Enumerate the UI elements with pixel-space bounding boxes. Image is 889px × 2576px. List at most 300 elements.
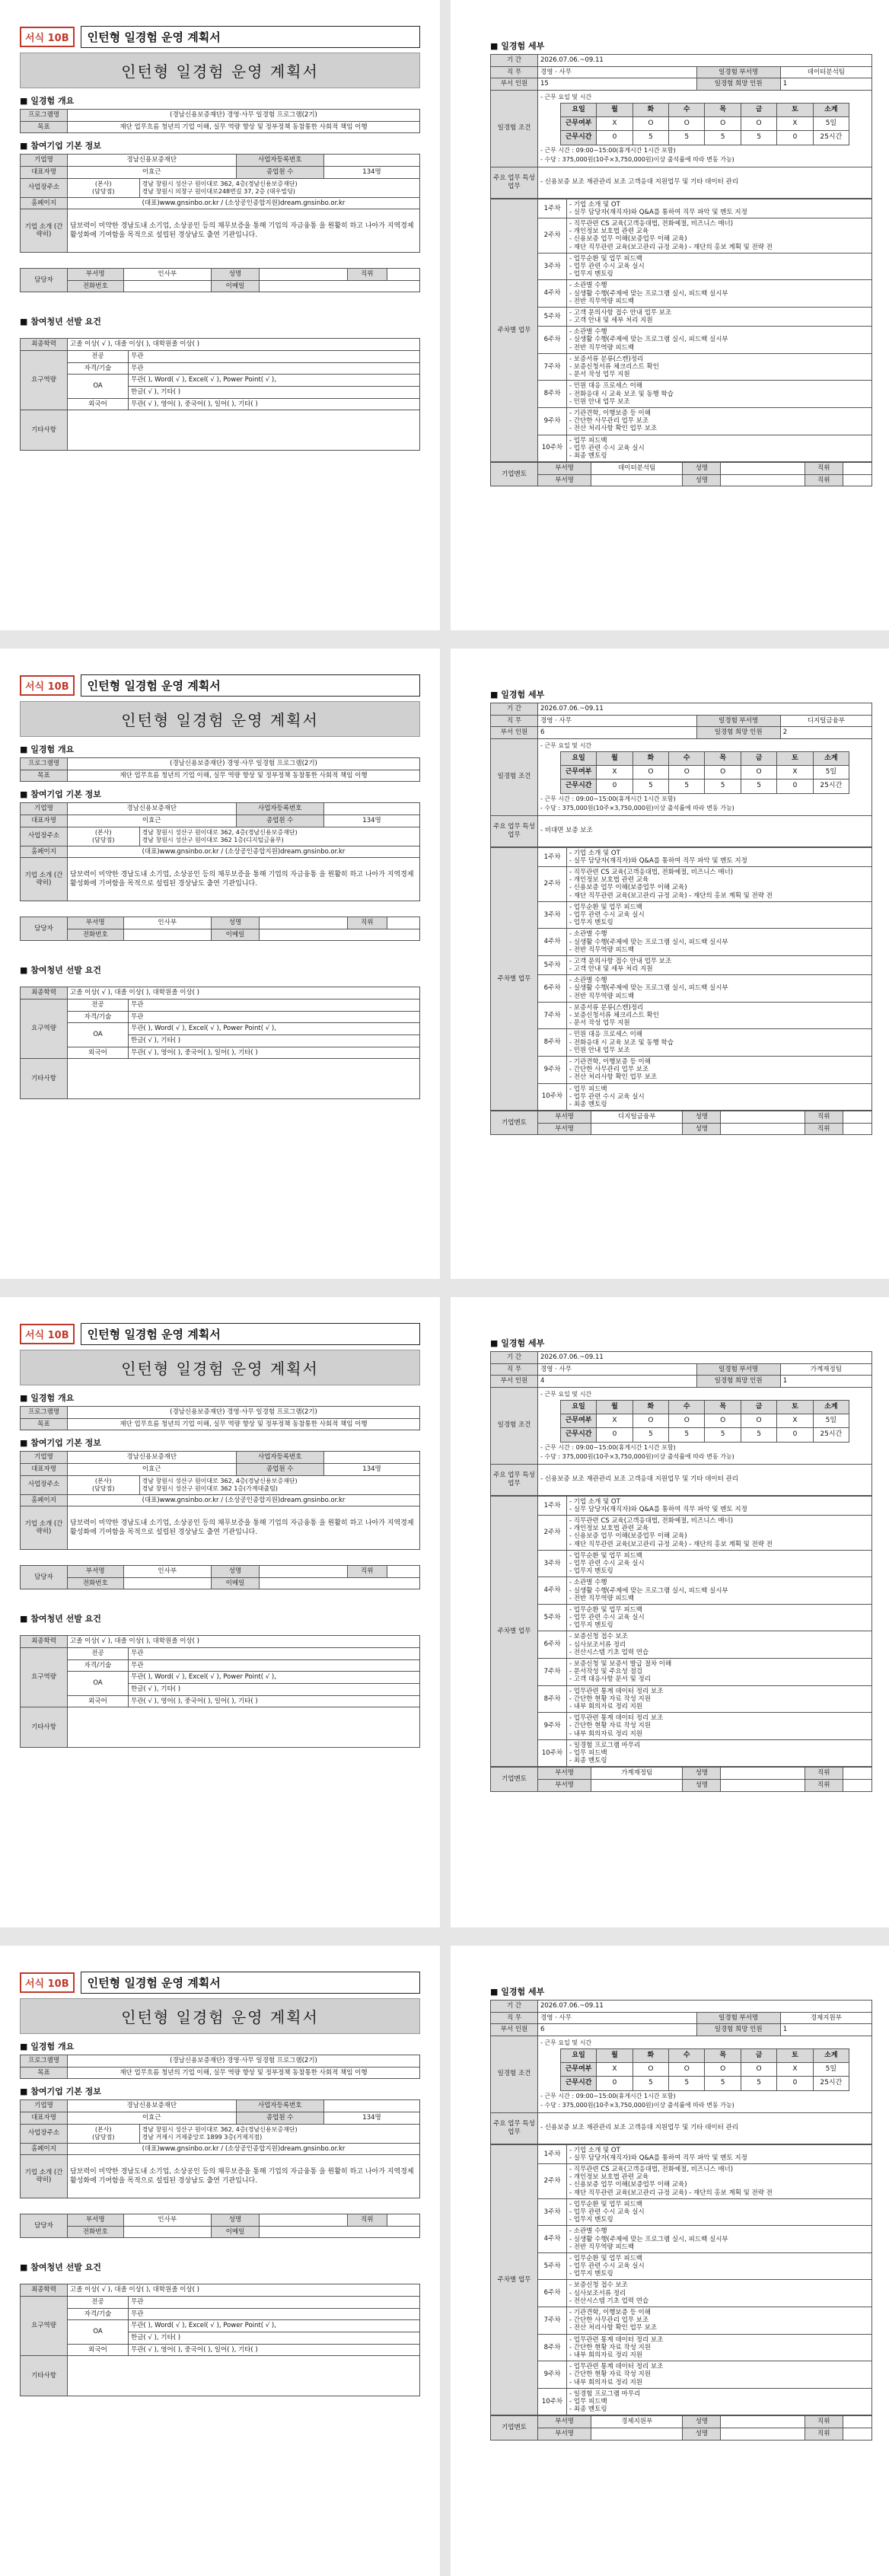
mentor-position-label: 직위 [805,2416,843,2428]
homepage-link[interactable]: (대표)www.gnsinbo.or.kr / (소상공인종합지원)dream.gnsinbo.or.kr [68,1494,420,1506]
address-line-branch: 경남 창원시 성산구 원이대로 362 1층(가계대출팀) [142,1484,278,1492]
week-row [491,1029,872,1057]
count-value: 4 [538,1376,697,1388]
contact-email-label: 이메일 [212,280,260,292]
company-intro: 담보력이 미약한 경남도내 소기업, 소상공인 등의 채무보증을 통해 기업의 자금융통 을 원활히 하고 나아가 지역경제 활성화에 기여함을 목적으로 설립된 경상남도 출연 기관입니다. [68,858,420,901]
work-schedule-table [560,2048,849,2091]
contact-position-label: 직위 [347,2214,387,2227]
job-value: 경영 · 사무 [538,66,697,78]
workday-cell: O [632,117,668,131]
period-label: 기 간 [491,55,538,67]
section-overview-heading: ■ 일경험 개요 [20,94,420,107]
mentor2-name [721,2428,805,2440]
contact-name-label: 성명 [212,1566,260,1578]
req-cert-label: 자격/기술 [68,2308,129,2320]
contact-label: 담당자 [21,269,68,292]
job-label: 직 무 [491,1363,538,1376]
week-number: 2주차 [538,2164,567,2199]
main-duty-label: 주요 업무 특성 업무 [491,1464,538,1495]
mentor-table [490,1767,872,1791]
mentor2-dept [591,474,683,486]
mentor2-position [843,474,871,486]
workday-cell: X [777,2063,813,2077]
workhour-cell: 5 [669,2077,705,2090]
workday-cell: 5일 [813,2063,849,2077]
address-values [139,178,420,197]
form-number-badge: 서식 10B [20,27,75,47]
dept-value: 데이터분석팀 [780,66,871,78]
contact-phone-label: 전화번호 [68,1577,124,1589]
req-major-label: 전공 [68,351,129,363]
week-row [491,929,872,956]
week-tasks: - 기업 소개 및 OT - 실무 담당자(재직자)와 Q&A를 통하여 직무 파악 및 멘토 지정 [567,199,872,218]
period-value: 2026.07.06.~09.11 [538,703,872,716]
goal-label: 목표 [21,770,68,782]
week-number: 10주차 [538,2388,567,2415]
mentor-name [721,463,805,475]
contact-email [260,280,420,292]
document-banner-title: 인턴형 일경험 운영 계획서 [20,53,420,88]
mentor2-position [843,1779,871,1791]
workhour-cell: 0 [777,779,813,793]
conditions-cell [538,1387,872,1464]
mentor-dept: 가계재정팀 [591,1768,683,1780]
contact-label: 담당자 [21,1566,68,1589]
company-name: 경남신용보증재단 [68,1452,237,1464]
document-head-title: 인턴형 일경험 운영 계획서 [81,1323,420,1345]
week-number: 1주차 [538,2144,567,2163]
period-label: 기 간 [491,703,538,716]
workhour-cell: 5 [669,131,705,145]
contact-name [260,2214,348,2227]
week-row [491,2280,872,2307]
week-number: 6주차 [538,1631,567,1659]
week-tasks: - 업무순환 및 업무 피드백 - 업무 관련 수시 교육 실시 - 업무지 멘토링 [567,2252,872,2280]
employee-count-label: 종업원 수 [236,1463,324,1475]
weekday-header: 요일 [560,2048,596,2062]
count-value: 15 [538,78,697,91]
weekday-header: 토 [777,2048,813,2062]
workhour-row [560,1428,849,1442]
contact-position [387,917,420,929]
weekly-duty-body [491,847,872,1110]
job-label: 직 무 [491,66,538,78]
pay-line: - 수당 : 375,000원(10주×3,750,000원)이상 출석률에 따라 변동 가능) [540,155,734,163]
etc-label: 기타사항 [21,1707,68,1748]
mentor-table [490,1111,872,1135]
work-time-line: - 근무 시간 : 09:00~15:00(휴게시간 1시간 포함) [540,795,676,802]
detail-table [490,703,872,847]
req-cert: 무관 [129,2308,420,2320]
contact-dept-label: 부서명 [68,269,124,281]
req-major: 무관 [129,999,420,1012]
req-major: 무관 [129,1648,420,1660]
workday-cell: O [632,2063,668,2077]
rep-name: 이효근 [68,1463,237,1475]
week-row [491,2226,872,2253]
week-row [491,1685,872,1713]
section-overview-heading: ■ 일경험 개요 [20,1392,420,1404]
week-tasks: - 직무관련 CS 교육(고객응대법, 전화예절, 비즈니스 매너) - 개인정보 보호법 관련 교육 - 신용보증 업무 이해(보증업무 이해 교육) - 재단 직무관련 교육(보고관리 규정 교육) - 재단의 홍보 계획 및 전략 전 [567,1516,872,1551]
bizno-value [324,1452,420,1464]
week-number: 4주차 [538,1577,567,1605]
main-duty-text: - 신용보증 보조 재관관리 보조 고객응대 지원업무 및 기타 데이터 관리 [538,2112,872,2144]
weekday-header: 화 [632,751,668,765]
weekday-header: 금 [741,2048,776,2062]
req-language-label: 외국어 [68,2344,129,2356]
address-line-branch: 경남 창원시 성산구 원이대로 362 1층(디지털금융부) [142,836,284,843]
weekly-duty-body [491,1496,872,1767]
week-row [491,1083,872,1111]
mentor-dept: 경제지원부 [591,2416,683,2428]
section-overview-heading: ■ 일경험 개요 [20,743,420,755]
goal-label: 목표 [21,1418,68,1430]
week-tasks: - 업무순환 및 업무 피드백 - 업무 관련 수시 교육 실시 - 업무지 멘토링 [567,253,872,280]
workhour-cell: 25시간 [813,1428,849,1442]
form-number-badge: 서식 10B [20,675,75,696]
document-spread [0,1297,889,1927]
document-spread [0,0,889,630]
workday-cell: O [632,1414,668,1428]
pay-line: - 수당 : 375,000원(10주×3,750,000원)이상 출석률에 따라 변동 가능) [540,2101,734,2109]
goal-label: 목표 [21,121,68,133]
week-row [491,1631,872,1659]
weekly-duty-body [491,199,872,461]
address-tag-branch: (담당점) [92,187,115,195]
week-row [491,2388,872,2415]
req-competency-label: 요구역량 [21,351,68,410]
homepage-label: 홈페이지 [21,1494,68,1506]
address-label: 사업장주소 [21,827,68,846]
dept-label: 일경험 부서명 [696,2012,780,2024]
week-row [491,218,872,253]
workday-cell: O [741,117,776,131]
week-tasks: - 업무관련 통계 데이터 정리 보조 - 간단한 현황 자료 작성 지원 - 내부 회의자료 정리 지원 [567,2334,872,2361]
week-number: 10주차 [538,1739,567,1767]
employee-count-label: 종업원 수 [236,2112,324,2124]
workhour-cell: 5 [669,1428,705,1442]
form-number-badge: 서식 10B [20,1324,75,1344]
section-company-heading: ■ 참여기업 기본 정보 [20,788,420,800]
workhour-cell: 0 [777,1428,813,1442]
document-header [20,1323,420,1345]
program-label: 프로그램명 [21,1407,68,1419]
week-tasks: - 기업 소개 및 OT - 실무 담당자(재직자)와 Q&A를 통하여 직무 파악 및 멘토 지정 [567,847,872,866]
program-label: 프로그램명 [21,758,68,770]
workhour-label: 근무시간 [560,1428,596,1442]
weekly-duty-table [490,2144,872,2416]
req-major-label: 전공 [68,1648,129,1660]
etc-label: 기타사항 [21,1059,68,1099]
document-head-title: 인턴형 일경험 운영 계획서 [81,674,420,697]
overview-table [20,2055,420,2079]
program-name: (경남신용보증재단) 경영·사무 일경험 프로그램(2기) [68,2055,420,2067]
section-requirements-heading: ■ 참여청년 선발 요건 [20,1612,420,1624]
week-number: 5주차 [538,2252,567,2280]
mentor2-dept [591,1123,683,1135]
weekday-header: 목 [705,1400,741,1414]
intern-count-value: 1 [780,1376,871,1388]
week-number: 6주차 [538,327,567,354]
weekday-row [560,2048,849,2062]
section-company-heading: ■ 참여기업 기본 정보 [20,139,420,151]
req-education: 고졸 이상( √ ), 대졸 이상( ), 대학원졸 이상( ) [68,339,420,351]
workday-cell: X [597,1414,632,1428]
workday-row [560,766,849,779]
etc-value [68,410,420,451]
week-tasks: - 기관견학, 이행보증 등 이해 - 간단한 사무관리 업무 보조 - 전산 처리사항 확인 업무 보조 [567,2307,872,2335]
req-major: 무관 [129,351,420,363]
intern-count-value: 1 [780,2024,871,2036]
weekday-header: 월 [597,2048,632,2062]
address-tags [68,1475,140,1494]
dept-value: 경제지원부 [780,2012,871,2024]
mentor-name [721,1768,805,1780]
company-name: 경남신용보증재단 [68,803,237,815]
mentor-label: 기업멘토 [491,1111,538,1135]
week-number: 5주차 [538,307,567,326]
homepage-link[interactable]: (대표)www.gnsinbo.or.kr / (소상공인종합지원)dream.gnsinbo.or.kr [68,197,420,209]
rep-name: 이효근 [68,815,237,827]
mentor2-name [721,1779,805,1791]
detail-table [490,2000,872,2144]
company-info-table [20,2099,420,2198]
requirements-table [20,987,420,1099]
workday-cell: O [632,766,668,779]
period-label: 기 간 [491,1352,538,1364]
workday-cell: 5일 [813,117,849,131]
week-number: 3주차 [538,2198,567,2226]
document-spread [0,649,889,1279]
req-cert-label: 자격/기술 [68,1011,129,1023]
address-line-branch: 경남 거제시 거제중앙로 1899 3층(거제지점) [142,2133,263,2141]
employee-count-label: 종업원 수 [236,815,324,827]
company-info-table [20,1451,420,1550]
employee-count: 134명 [324,1463,420,1475]
req-education: 고졸 이상( √ ), 대졸 이상( ), 대학원졸 이상( ) [68,1636,420,1648]
intern-count-value: 1 [780,78,871,91]
req-cert-label: 자격/기술 [68,362,129,375]
mentor-dept: 데이터분석팀 [591,463,683,475]
mentor2-name-label: 성명 [683,1779,721,1791]
mentor-label: 기업멘토 [491,2416,538,2440]
job-value: 경영 · 사무 [538,715,697,727]
contact-label: 담당자 [21,917,68,941]
company-info-table [20,802,420,901]
bizno-label: 사업자등록번호 [236,803,324,815]
req-language: 무관( √ ), 영어( ), 중국어( ), 일어( ), 기타( ) [129,1047,420,1059]
mentor2-position [843,1123,871,1135]
address-label: 사업장주소 [21,2124,68,2143]
conditions-heading: - 근무 요일 및 시간 [540,741,592,749]
req-oa-label: OA [68,1672,129,1695]
week-number: 8주차 [538,381,567,408]
document-banner-title: 인턴형 일경험 운영 계획서 [20,1998,420,2034]
contact-dept-label: 부서명 [68,1566,124,1578]
bizno-value [324,803,420,815]
mentor2-name [721,474,805,486]
mentor-position [843,1111,871,1124]
mentor2-dept-label: 부서명 [538,2428,591,2440]
rep-label: 대표자명 [21,815,68,827]
week-tasks: - 업무순환 및 업무 피드백 - 업무 관련 수시 교육 실시 - 업무지 멘토링 [567,1550,872,1577]
plan-page-right [451,1297,889,1927]
req-education-label: 최종학력 [21,339,68,351]
company-name: 경남신용보증재단 [68,2100,237,2112]
workday-cell: X [597,117,632,131]
overview-table [20,1406,420,1430]
contact-name [260,269,348,281]
form-number-badge: 서식 10B [20,1972,75,1993]
homepage-link[interactable]: (대표)www.gnsinbo.or.kr / (소상공인종합지원)dream.gnsinbo.or.kr [68,846,420,858]
week-number: 9주차 [538,407,567,435]
week-tasks: - 소관별 수행 - 실생활 수행(주제에 맞는 프로그램 실시, 피드백 실시부 - 전반 직무역량 피드백 [567,327,872,354]
week-row [491,307,872,326]
intern-count-label: 일경험 희망 인원 [696,2024,780,2036]
intern-count-label: 일경험 희망 인원 [696,78,780,91]
contact-phone [123,2226,212,2238]
mentor2-position [843,2428,871,2440]
overview-table [20,757,420,782]
req-oa-line-2: 한글( √ ), 기타( ) [129,2332,420,2344]
overview-table [20,109,420,133]
plan-page-right [451,0,889,630]
week-number: 8주차 [538,1029,567,1057]
req-language: 무관( √ ), 영어( ), 중국어( ), 일어( ), 기타( ) [129,398,420,410]
job-label: 직 무 [491,715,538,727]
contact-email [260,2226,420,2238]
work-time-line: - 근무 시간 : 09:00~15:00(휴게시간 1시간 포함) [540,1443,676,1451]
dept-value: 가계재정팀 [780,1363,871,1376]
conditions-cell [538,2036,872,2112]
workhour-cell: 5 [705,779,741,793]
workhour-cell: 5 [632,779,668,793]
req-major-label: 전공 [68,999,129,1012]
weekday-row [560,1400,849,1414]
contact-position-label: 직위 [347,1566,387,1578]
mentor-position-label: 직위 [805,1111,843,1124]
mentor-label: 기업멘토 [491,463,538,486]
weekday-header: 목 [705,103,741,116]
program-name: (경남신용보증재단) 경영·사무 일경험 프로그램(2기) [68,758,420,770]
document-head-title: 인턴형 일경험 운영 계획서 [81,1972,420,1994]
homepage-label: 홈페이지 [21,846,68,858]
workday-cell: X [777,1414,813,1428]
workday-label: 근무여부 [560,2063,596,2077]
mentor-name-label: 성명 [683,463,721,475]
conditions-label: 일경험 조건 [491,1387,538,1464]
section-requirements-heading: ■ 참여청년 선발 요건 [20,315,420,327]
week-tasks: - 직무관련 CS 교육(고객응대법, 전화예절, 비즈니스 매너) - 개인정보 보호법 관련 교육 - 신용보증 업무 이해(보증업무 이해 교육) - 재단 직무관련 교육(보고관리 규정 교육) - 재단의 홍보 계획 및 전략 전 [567,2164,872,2199]
req-cert: 무관 [129,1659,420,1672]
intern-count-value: 2 [780,727,871,739]
workhour-cell: 5 [741,779,776,793]
contact-email-label: 이메일 [212,929,260,941]
week-row [491,2334,872,2361]
address-line-hq: 경남 창원시 성산구 원이대로 362, 4층(경남신용보증재단) [142,1477,298,1484]
week-tasks: - 소관별 수행 - 실생활 수행(주제에 맞는 프로그램 실시, 피드백 실시부 - 전반 직무역량 피드백 [567,2226,872,2253]
req-oa-line-1: 무관( ), Word( √ ), Excel( √ ), Power Point( √ ), [129,375,420,387]
mentor2-dept-label: 부서명 [538,474,591,486]
workhour-cell: 0 [777,2077,813,2090]
address-line-hq: 경남 창원시 성산구 원이대로 362, 4층(경남신용보증재단) [142,2125,298,2133]
workday-cell: O [705,2063,741,2077]
address-tag-branch: (담당점) [92,1484,115,1492]
conditions-label: 일경험 조건 [491,2036,538,2112]
etc-label: 기타사항 [21,410,68,451]
week-row [491,2252,872,2280]
workhour-cell: 0 [777,131,813,145]
weekly-duty-table [490,1496,872,1768]
contact-email [260,1577,420,1589]
contact-email [260,929,420,941]
weekday-header: 토 [777,1400,813,1414]
mentor-table [490,2415,872,2440]
dept-label: 일경험 부서명 [696,715,780,727]
workhour-cell: 5 [741,2077,776,2090]
workhour-cell: 5 [741,1428,776,1442]
week-number: 2주차 [538,1516,567,1551]
plan-page-left [0,1297,440,1927]
workday-cell: X [777,766,813,779]
week-tasks: - 일경험 프로그램 마무리 - 업무 피드백 - 최종 멘토링 [567,2388,872,2415]
contact-position [387,269,420,281]
workday-cell: O [741,2063,776,2077]
week-number: 6주차 [538,975,567,1003]
document-header [20,1972,420,1994]
week-tasks: - 업무순환 및 업무 피드백 - 업무 관련 수시 교육 실시 - 업무지 멘토링 [567,1604,872,1631]
company-intro: 담보력이 미약한 경남도내 소기업, 소상공인 등의 채무보증을 통해 기업의 자금융통 을 원활히 하고 나아가 지역경제 활성화에 기여함을 목적으로 설립된 경상남도 출연 기관입니다. [68,2155,420,2198]
week-number: 9주차 [538,2361,567,2389]
req-education-label: 최종학력 [21,1636,68,1648]
req-major: 무관 [129,2297,420,2309]
plan-page-right [451,1946,889,2576]
conditions-label: 일경험 조건 [491,738,538,815]
rep-label: 대표자명 [21,1463,68,1475]
conditions-label: 일경험 조건 [491,90,538,167]
week-row [491,1577,872,1605]
workhour-cell: 5 [632,2077,668,2090]
address-tags [68,2124,140,2143]
address-label: 사업장주소 [21,1475,68,1494]
weekday-row [560,103,849,116]
conditions-cell [538,738,872,815]
weekday-header: 수 [669,751,705,765]
week-number: 2주차 [538,218,567,253]
homepage-link[interactable]: (대표)www.gnsinbo.or.kr / (소상공인종합지원)dream.gnsinbo.or.kr [68,2143,420,2155]
weekday-header: 소계 [813,103,849,116]
workhour-cell: 5 [741,131,776,145]
contact-name-label: 성명 [212,269,260,281]
goal-text: 재단 업무흐름 청년의 기업 이해, 실무 역량 향상 및 정부정책 동참통한 사회적 책임 이행 [68,1418,420,1430]
contact-phone-label: 전화번호 [68,929,124,941]
workhour-cell: 5 [705,2077,741,2090]
mentor-name-label: 성명 [683,1111,721,1124]
work-schedule-table [560,1400,849,1443]
week-number: 10주차 [538,1083,567,1111]
plan-page-right [451,649,889,1279]
address-tags [68,827,140,846]
contact-position-label: 직위 [347,269,387,281]
req-oa-line-2: 한글( √ ), 기타( ) [129,1035,420,1047]
document-header [20,674,420,697]
week-number: 6주차 [538,2280,567,2307]
goal-label: 목표 [21,2067,68,2079]
workday-cell: X [597,2063,632,2077]
workday-cell: O [705,117,741,131]
week-number: 7주차 [538,1002,567,1029]
mentor2-dept-label: 부서명 [538,1779,591,1791]
